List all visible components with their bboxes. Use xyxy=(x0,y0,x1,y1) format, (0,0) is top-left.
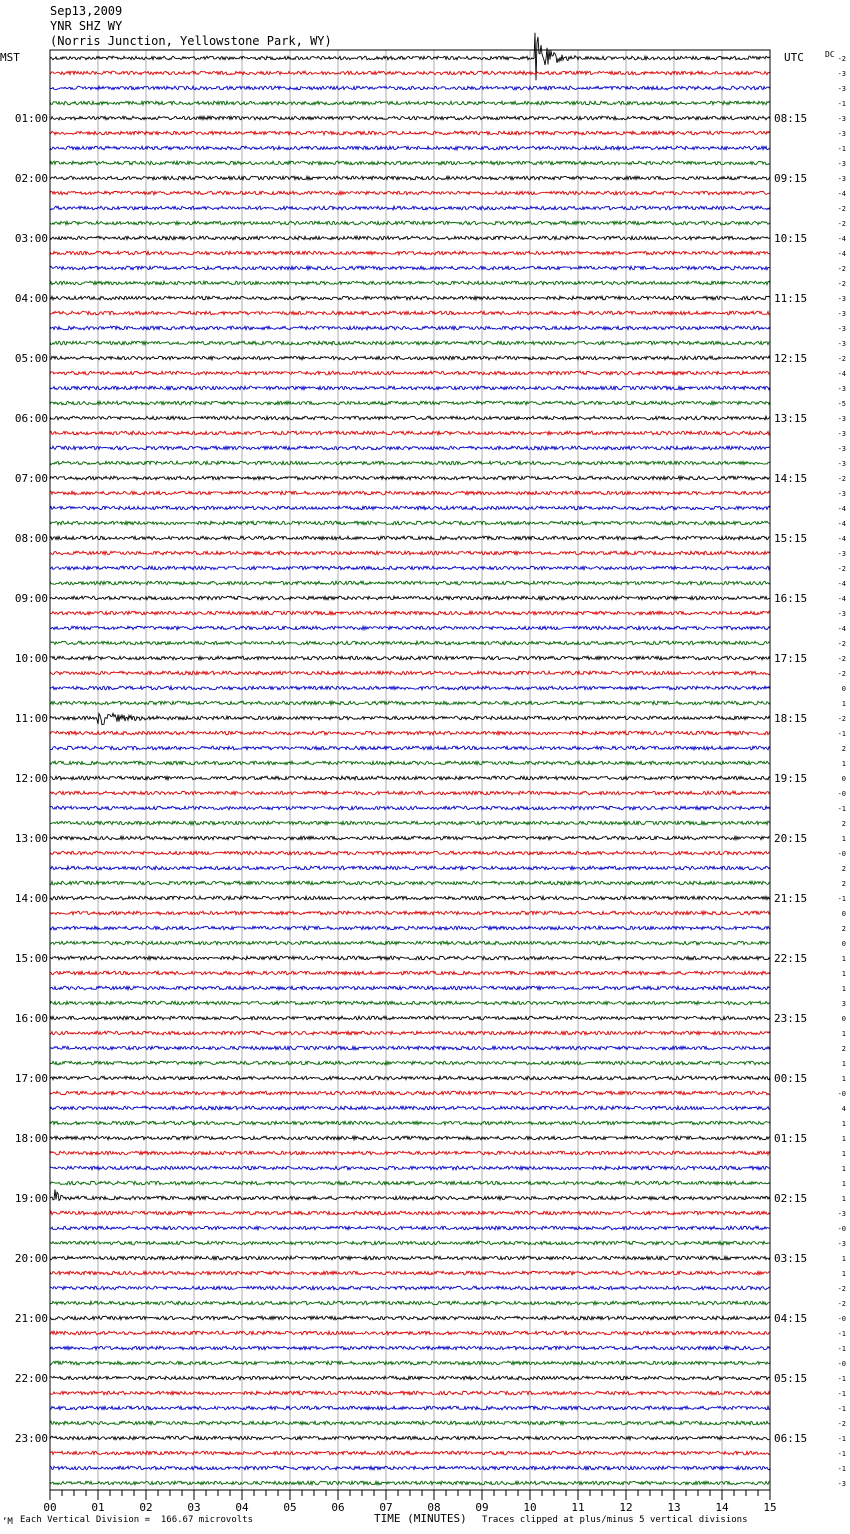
dc-offset-label: -2 xyxy=(837,565,846,573)
dc-offset-label: 4 xyxy=(841,1105,846,1113)
seismic-trace xyxy=(50,206,770,210)
seismic-trace xyxy=(50,386,770,390)
dc-offset-label: -3 xyxy=(837,430,846,438)
dc-offset-label: 1 xyxy=(841,1120,846,1128)
seismic-trace xyxy=(50,821,770,825)
dc-offset-label: 1 xyxy=(841,985,846,993)
right-hour-label: 04:15 xyxy=(774,1312,808,1325)
seismic-trace xyxy=(50,446,770,450)
x-tick-label: 07 xyxy=(379,1501,393,1514)
dc-offset-label: -5 xyxy=(837,400,846,408)
seismic-trace xyxy=(50,476,770,480)
seismic-trace xyxy=(50,581,770,585)
seismic-trace xyxy=(50,1181,770,1185)
seismic-trace xyxy=(50,941,770,945)
seismic-trace xyxy=(50,746,770,750)
seismic-trace xyxy=(50,986,770,990)
seismic-trace xyxy=(50,1301,770,1305)
seismic-trace xyxy=(50,356,770,360)
x-tick-label: 06 xyxy=(331,1501,345,1514)
left-hour-label: 13:00 xyxy=(14,832,48,845)
seismic-trace xyxy=(50,926,770,930)
x-tick-label: 11 xyxy=(571,1501,585,1514)
left-hour-label: 11:00 xyxy=(14,712,48,725)
seismic-trace xyxy=(50,881,770,885)
dc-offset-label: -3 xyxy=(837,550,846,558)
x-tick-label: 03 xyxy=(187,1501,201,1514)
x-tick-label: 04 xyxy=(235,1501,249,1514)
x-tick-label: 14 xyxy=(715,1501,729,1514)
dc-offset-label: -0 xyxy=(837,850,846,858)
seismic-trace xyxy=(50,1436,770,1440)
dc-offset-label: 2 xyxy=(841,880,846,888)
dc-offset-label: -1 xyxy=(837,1435,846,1443)
dc-offset-label: 3 xyxy=(841,1000,846,1008)
x-tick-label: 02 xyxy=(139,1501,153,1514)
dc-offset-label: -2 xyxy=(837,55,846,63)
seismic-trace xyxy=(50,1136,770,1140)
corner-mark: ‘M xyxy=(2,1517,13,1527)
seismic-trace xyxy=(50,1451,770,1455)
seismic-trace xyxy=(50,491,770,495)
seismic-trace xyxy=(50,311,770,315)
dc-offset-label: 0 xyxy=(841,1015,846,1023)
seismic-trace xyxy=(50,806,770,810)
left-hour-label: 01:00 xyxy=(14,112,48,125)
x-tick-label: 01 xyxy=(91,1501,105,1514)
dc-offset-label: -4 xyxy=(837,625,846,633)
dc-offset-label: -4 xyxy=(837,520,846,528)
location-label: (Norris Junction, Yellowstone Park, WY) xyxy=(50,34,332,48)
right-hour-label: 21:15 xyxy=(774,892,808,905)
dc-offset-label: 1 xyxy=(841,1150,846,1158)
dc-offset-label: 0 xyxy=(841,910,846,918)
seismic-trace xyxy=(50,1331,770,1335)
seismic-trace xyxy=(50,761,770,765)
seismic-trace xyxy=(50,641,770,645)
dc-offset-label: -2 xyxy=(837,1285,846,1293)
dc-offset-label: -3 xyxy=(837,385,846,393)
seismic-trace xyxy=(50,431,770,435)
dc-offset-label: -0 xyxy=(837,790,846,798)
seismic-trace xyxy=(50,1031,770,1035)
seismic-trace xyxy=(50,896,770,900)
dc-offset-label: 0 xyxy=(841,775,846,783)
dc-offset-label: -4 xyxy=(837,505,846,513)
dc-offset-label: -4 xyxy=(837,535,846,543)
right-hour-label: 20:15 xyxy=(774,832,808,845)
dc-offset-label: -2 xyxy=(837,715,846,723)
dc-offset-label: 1 xyxy=(841,1165,846,1173)
right-hour-label: 15:15 xyxy=(774,532,808,545)
seismic-trace xyxy=(50,461,770,465)
right-hour-label: 03:15 xyxy=(774,1252,808,1265)
dc-offset-label: -1 xyxy=(837,100,846,108)
seismic-trace xyxy=(50,971,770,975)
seismic-trace xyxy=(50,611,770,615)
seismic-trace xyxy=(50,1016,770,1020)
seismic-trace xyxy=(50,911,770,915)
seismic-trace xyxy=(50,1091,770,1095)
dc-offset-label: 2 xyxy=(841,820,846,828)
seismic-trace xyxy=(50,851,770,855)
dc-offset-label: -1 xyxy=(837,1375,846,1383)
seismic-trace xyxy=(50,1346,770,1350)
scale-note: Each Vertical Division = 166.67 microvolts xyxy=(20,1515,253,1525)
dc-offset-label: -4 xyxy=(837,580,846,588)
dc-offset-label: -3 xyxy=(837,415,846,423)
left-hour-label: 18:00 xyxy=(14,1132,48,1145)
right-hour-label: 09:15 xyxy=(774,172,808,185)
seismic-trace xyxy=(50,146,770,150)
seismic-trace xyxy=(50,1376,770,1380)
right-hour-label: 14:15 xyxy=(774,472,808,485)
dc-offset-label: 2 xyxy=(841,745,846,753)
seismic-trace xyxy=(50,86,770,90)
right-hour-label: 19:15 xyxy=(774,772,808,785)
left-hour-label: 07:00 xyxy=(14,472,48,485)
dc-offset-label: 1 xyxy=(841,1180,846,1188)
x-axis-label: TIME (MINUTES) xyxy=(374,1512,467,1525)
dc-offset-label: -0 xyxy=(837,1360,846,1368)
seismic-trace xyxy=(50,401,770,405)
seismic-trace xyxy=(50,1076,770,1080)
dc-offset-label: -3 xyxy=(837,445,846,453)
dc-offset-label: 2 xyxy=(841,865,846,873)
left-hour-label: 15:00 xyxy=(14,952,48,965)
left-hour-label: 21:00 xyxy=(14,1312,48,1325)
seismic-trace xyxy=(50,506,770,510)
dc-offset-label: -0 xyxy=(837,1090,846,1098)
right-hour-label: 18:15 xyxy=(774,712,808,725)
seismic-trace xyxy=(50,1211,770,1215)
seismic-trace xyxy=(50,1286,770,1290)
seismic-trace xyxy=(50,1166,770,1170)
seismic-trace xyxy=(50,701,770,705)
seismic-trace xyxy=(50,1046,770,1050)
dc-offset-label: 2 xyxy=(841,925,846,933)
left-hour-label: 05:00 xyxy=(14,352,48,365)
seismic-trace xyxy=(50,1361,770,1365)
dc-offset-label: -3 xyxy=(837,610,846,618)
seismic-trace xyxy=(50,191,770,195)
dc-offset-label: -2 xyxy=(837,655,846,663)
dc-offset-label: -1 xyxy=(837,895,846,903)
left-hour-label: 12:00 xyxy=(14,772,48,785)
right-hour-label: 11:15 xyxy=(774,292,808,305)
seismic-trace xyxy=(50,731,770,735)
right-hour-label: 00:15 xyxy=(774,1072,808,1085)
left-hour-label: 22:00 xyxy=(14,1372,48,1385)
right-hour-label: 01:15 xyxy=(774,1132,808,1145)
left-hour-label: 14:00 xyxy=(14,892,48,905)
dc-offset-label: -1 xyxy=(837,1345,846,1353)
dc-offset-label: 1 xyxy=(841,760,846,768)
dc-offset-label: 1 xyxy=(841,1075,846,1083)
dc-offset-label: -2 xyxy=(837,265,846,273)
dc-offset-label: -2 xyxy=(837,475,846,483)
seismic-trace xyxy=(50,296,770,300)
right-hour-label: 13:15 xyxy=(774,412,808,425)
dc-offset-label: 1 xyxy=(841,1060,846,1068)
dc-offset-label: -4 xyxy=(837,190,846,198)
dc-label: DC xyxy=(825,50,835,59)
dc-offset-label: -3 xyxy=(837,175,846,183)
seismic-trace xyxy=(50,836,770,840)
seismic-trace xyxy=(50,596,770,600)
seismic-trace xyxy=(50,131,770,135)
dc-offset-label: -1 xyxy=(837,1330,846,1338)
right-hour-label: 02:15 xyxy=(774,1192,808,1205)
seismic-trace xyxy=(50,1481,770,1485)
x-tick-label: 10 xyxy=(523,1501,537,1514)
right-hour-label: 10:15 xyxy=(774,232,808,245)
seismic-trace xyxy=(50,161,770,165)
dc-offset-label: -3 xyxy=(837,85,846,93)
seismic-trace xyxy=(50,866,770,870)
dc-offset-label: 1 xyxy=(841,970,846,978)
dc-offset-label: -3 xyxy=(837,1210,846,1218)
seismic-trace xyxy=(50,536,770,540)
dc-offset-label: 1 xyxy=(841,955,846,963)
seismic-trace xyxy=(50,713,770,724)
seismic-trace xyxy=(50,71,770,75)
seismic-trace xyxy=(50,416,770,420)
dc-offset-label: 2 xyxy=(841,1045,846,1053)
dc-offset-label: 1 xyxy=(841,700,846,708)
seismic-trace xyxy=(50,1406,770,1410)
dc-offset-label: -3 xyxy=(837,460,846,468)
seismic-trace xyxy=(50,221,770,225)
dc-offset-label: -4 xyxy=(837,595,846,603)
seismic-trace xyxy=(50,341,770,345)
dc-offset-label: -2 xyxy=(837,220,846,228)
x-tick-label: 13 xyxy=(667,1501,681,1514)
seismic-trace xyxy=(50,686,770,690)
seismic-trace xyxy=(50,626,770,630)
left-hour-label: 17:00 xyxy=(14,1072,48,1085)
seismic-trace xyxy=(50,521,770,525)
dc-offset-label: -2 xyxy=(837,355,846,363)
dc-offset-label: -3 xyxy=(837,115,846,123)
seismic-trace xyxy=(50,101,770,105)
dc-offset-label: -3 xyxy=(837,130,846,138)
seismic-trace xyxy=(50,251,770,255)
seismic-trace xyxy=(50,1256,770,1260)
seismic-trace xyxy=(50,566,770,570)
dc-offset-label: -4 xyxy=(837,235,846,243)
seismic-trace xyxy=(50,1190,770,1201)
seismic-trace xyxy=(50,116,770,120)
x-tick-label: 08 xyxy=(427,1501,441,1514)
left-hour-label: 19:00 xyxy=(14,1192,48,1205)
dc-offset-label: -1 xyxy=(837,1465,846,1473)
seismic-trace xyxy=(50,1061,770,1065)
seismic-trace xyxy=(50,551,770,555)
dc-offset-label: 1 xyxy=(841,1135,846,1143)
dc-offset-label: -1 xyxy=(837,1450,846,1458)
dc-offset-label: -3 xyxy=(837,295,846,303)
seismic-trace xyxy=(50,236,770,240)
dc-offset-label: -4 xyxy=(837,250,846,258)
left-hour-label: 04:00 xyxy=(14,292,48,305)
seismic-trace xyxy=(50,1391,770,1395)
clip-note: Traces clipped at plus/minus 5 vertical divisions xyxy=(482,1515,748,1525)
dc-offset-label: 1 xyxy=(841,1270,846,1278)
right-zone-label: UTC xyxy=(784,51,804,64)
left-hour-label: 06:00 xyxy=(14,412,48,425)
dc-offset-label: -3 xyxy=(837,70,846,78)
dc-offset-label: -0 xyxy=(837,1315,846,1323)
left-hour-label: 08:00 xyxy=(14,532,48,545)
dc-offset-label: -1 xyxy=(837,1405,846,1413)
labels xyxy=(15,55,846,1514)
dc-offset-label: -1 xyxy=(837,730,846,738)
x-tick-label: 00 xyxy=(43,1501,57,1514)
dc-offset-label: -3 xyxy=(837,1480,846,1488)
seismic-trace xyxy=(50,176,770,180)
right-hour-label: 08:15 xyxy=(774,112,808,125)
seismic-trace xyxy=(50,371,770,375)
left-hour-label: 16:00 xyxy=(14,1012,48,1025)
seismic-trace xyxy=(50,671,770,675)
dc-offset-label: 1 xyxy=(841,1255,846,1263)
right-hour-label: 16:15 xyxy=(774,592,808,605)
dc-offset-label: 1 xyxy=(841,835,846,843)
traces xyxy=(50,33,770,1485)
dc-offset-label: -1 xyxy=(837,805,846,813)
left-hour-label: 23:00 xyxy=(14,1432,48,1445)
seismic-trace xyxy=(50,1001,770,1005)
dc-offset-label: -2 xyxy=(837,280,846,288)
station-label: YNR SHZ WY xyxy=(50,19,123,33)
seismic-trace xyxy=(50,656,770,660)
dc-offset-label: -2 xyxy=(837,1300,846,1308)
dc-offset-label: -3 xyxy=(837,490,846,498)
dc-offset-label: -3 xyxy=(837,340,846,348)
seismic-trace xyxy=(50,791,770,795)
x-tick-label: 12 xyxy=(619,1501,633,1514)
dc-offset-label: -2 xyxy=(837,205,846,213)
seismic-trace xyxy=(50,281,770,285)
seismic-trace xyxy=(50,776,770,780)
seismic-trace xyxy=(50,1241,770,1245)
dc-offset-label: -3 xyxy=(837,325,846,333)
left-hour-label: 20:00 xyxy=(14,1252,48,1265)
dc-offset-label: -4 xyxy=(837,370,846,378)
date-label: Sep13,2009 xyxy=(50,4,123,18)
x-tick-label: 05 xyxy=(283,1501,297,1514)
dc-offset-label: -1 xyxy=(837,145,846,153)
right-hour-label: 05:15 xyxy=(774,1372,808,1385)
left-hour-label: 09:00 xyxy=(14,592,48,605)
left-hour-label: 02:00 xyxy=(14,172,48,185)
x-tick-label: 09 xyxy=(475,1501,489,1514)
right-hour-label: 23:15 xyxy=(774,1012,808,1025)
left-hour-label: 03:00 xyxy=(14,232,48,245)
dc-offset-label: 1 xyxy=(841,1030,846,1038)
right-hour-label: 17:15 xyxy=(774,652,808,665)
x-tick-label: 15 xyxy=(763,1501,777,1514)
seismic-trace xyxy=(50,1226,770,1230)
seismic-trace xyxy=(50,326,770,330)
seismic-trace xyxy=(50,1271,770,1275)
seismic-trace xyxy=(50,956,770,960)
right-hour-label: 06:15 xyxy=(774,1432,808,1445)
left-hour-label: 10:00 xyxy=(14,652,48,665)
dc-offset-label: 0 xyxy=(841,940,846,948)
dc-offset-label: -2 xyxy=(837,1420,846,1428)
dc-offset-label: 0 xyxy=(841,685,846,693)
dc-offset-label: -3 xyxy=(837,160,846,168)
seismic-trace xyxy=(50,1466,770,1470)
dc-offset-label: -3 xyxy=(837,310,846,318)
dc-offset-label: -3 xyxy=(837,1240,846,1248)
seismic-trace xyxy=(50,266,770,270)
seismic-trace xyxy=(50,1316,770,1320)
seismic-trace xyxy=(50,1106,770,1110)
seismic-trace xyxy=(50,1151,770,1155)
seismic-trace xyxy=(50,1121,770,1125)
seismic-trace xyxy=(50,1421,770,1425)
dc-offset-label: 1 xyxy=(841,1195,846,1203)
dc-offset-label: -2 xyxy=(837,670,846,678)
left-zone-label: MST xyxy=(0,51,20,64)
dc-offset-label: -1 xyxy=(837,1390,846,1398)
dc-offset-label: -0 xyxy=(837,1225,846,1233)
right-hour-label: 22:15 xyxy=(774,952,808,965)
dc-offset-label: -2 xyxy=(837,640,846,648)
right-hour-label: 12:15 xyxy=(774,352,808,365)
